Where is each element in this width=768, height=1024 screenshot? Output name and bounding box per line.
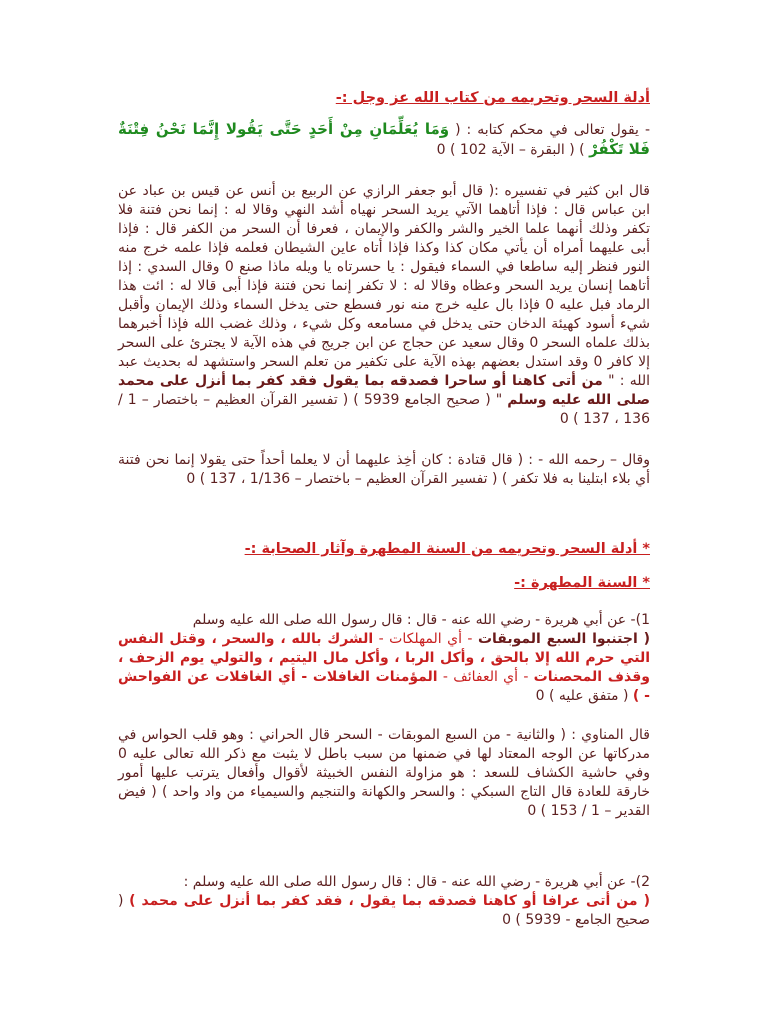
section-heading-sunnah: * أدلة السحر وتحريمه من السنة المطهرة وآثار الصحابة :-: [244, 541, 650, 557]
hadith-1-part-2: الشرك بالله ، والسحر ، وقتل النفس التي حرم الله إلا بالحق ، وأكل الربا ، وأكل مال اليتيم ، والتولي يوم الزحف ، وقذف المحصنات: [118, 631, 650, 685]
section-heading-quran: أدلة السحر وتحريمه من كتاب الله عز وجل :-: [335, 90, 650, 106]
hadith-1-gloss-1: - أي المهلكات -: [373, 631, 478, 647]
hadith-1-reference: ( متفق عليه ) 0: [535, 688, 633, 704]
munawi-paragraph: قال المناوي : ( والثانية - من السبع الموبقات - السحر قال الحراني : وهو قلب الحواس في مدركاتها عن الوجه المعتاد لها في ضمنها من سبب باطل لا يثبت مع ذكر الله تعالى عليه 0 وفي حاشية الكشاف للسعد : هو مزاولة النفس الخبيثة لأقوال وأفعال يترتب عليها أمور خارقة للعادة قال التاج السبكي : والسحر والكهانة والتنجيم والسيمياء من واد واحد ) ( فيض القدير – 1 / 153 ) 0: [118, 727, 650, 819]
hadith-1-intro: 1)- عن أبي هريرة - رضي الله عنه - قال : قال رسول الله صلى الله عليه وسلم: [192, 612, 650, 628]
verse-paragraph: [118, 120, 650, 160]
hadith-quote: من أتى كاهنا أو ساحرا فصدقه بما يقول فقد كفر بما أنزل على محمد صلى الله عليه وسلم: [118, 373, 651, 408]
hadith-2-text: ( من أتى عرافا أو كاهنا فصدقه بما يقول ، فقد كفر بما أنزل على محمد ): [129, 893, 650, 909]
tafsir-ibn-kathir-paragraph: [118, 182, 650, 429]
tafsir-text: قال ابن كثير في تفسيره :( قال أبو جعفر الرازي عن الربيع بن أنس عن قيس بن عباد عن ابن عباس قال : فإذا أتاهما الآتي يريد السحر نهياه أشد النهي وقالا له : إنما نحن فتنة فلا تكفر وذلك أنهما علما الخير والشر والكفر والإيمان ، فعرفا أن السحر من الكفر قال : فإذا أبى عليهما أمراه أن يأتي مكان كذا وكذا فإذا أتاه عاين الشيطان فعلمه فإذا علمه خرج منه النور فنظر إليه ساطعا في السماء فيقول : يا حسرتاه يا ويله ماذا صنع 0 وقال السدي : إذا أتاهما إنسان يريد السحر وعظاه وقالا له : لا تكفر إنما نحن فتنة فإذا أبى قالا له : ائت هذا الرماد فبل عليه 0 فإذا بال عليه خرج منه نور فسطع حتى يدخل السماء وذلك الإيمان وأقبل شيء أسود كهيئة الدخان حتى يدخل في مسامعه وكل شيء ، وذلك غضب الله فإذا أخبرهما بذلك علماه السحر 0 وقال سعيد عن حجاج عن ابن جريج في هذه الآية لا يجترئ على السحر إلا كافر 0 وقد استدل بعضهم بهذه الآية على تكفير من تعلم السحر واستشهد له بحديث عبد الله : ": [118, 183, 651, 389]
hadith-2-reference: ( صحيح الجامع - 5939 ) 0: [118, 893, 650, 928]
hadith-1-part-3: المؤمنات الغافلات - أي الغافلات عن الفواحش - ): [118, 669, 650, 704]
hadith-2-paragraph: [118, 873, 650, 930]
hadith-1-gloss-2: - أي العفائف -: [437, 669, 534, 685]
verse-intro: - يقول تعالى في محكم كتابه : (: [449, 122, 650, 138]
qatada-paragraph: وقال – رحمه الله - : ( قال قتادة : كان أخِذ عليهما أن لا يعلما أحداً حتى يقولا إنما نحن فتنة أي بلاء ابتلينا به فلا تكفر ) ( تفسير القرآن العظيم – باختصار – 1/136 ، 137 ) 0: [118, 452, 650, 487]
hadith-1-paragraph: [118, 611, 650, 706]
subheading-sunnah: * السنة المطهرة :-: [514, 575, 650, 591]
tafsir-reference: " ( صحيح الجامع 5939 ) ( تفسير القرآن العظيم – باختصار – 1 / 136 ، 137 ) 0: [118, 392, 650, 427]
hadith-1-part-1: ( اجتنبوا السبع الموبقات: [477, 631, 651, 647]
hadith-2-intro: 2)- عن أبي هريرة - رضي الله عنه - قال : قال رسول الله صلى الله عليه وسلم :: [183, 874, 650, 890]
quran-verse: وَمَا يُعَلِّمَانِ مِنْ أَحَدٍ حَتَّى يَقُولا إِنَّمَا نَحْنُ فِتْنَةٌ فَلا تَكْفُرْ: [118, 120, 650, 158]
verse-reference: ) ( البقرة – الآية 102 ) 0: [436, 142, 590, 158]
